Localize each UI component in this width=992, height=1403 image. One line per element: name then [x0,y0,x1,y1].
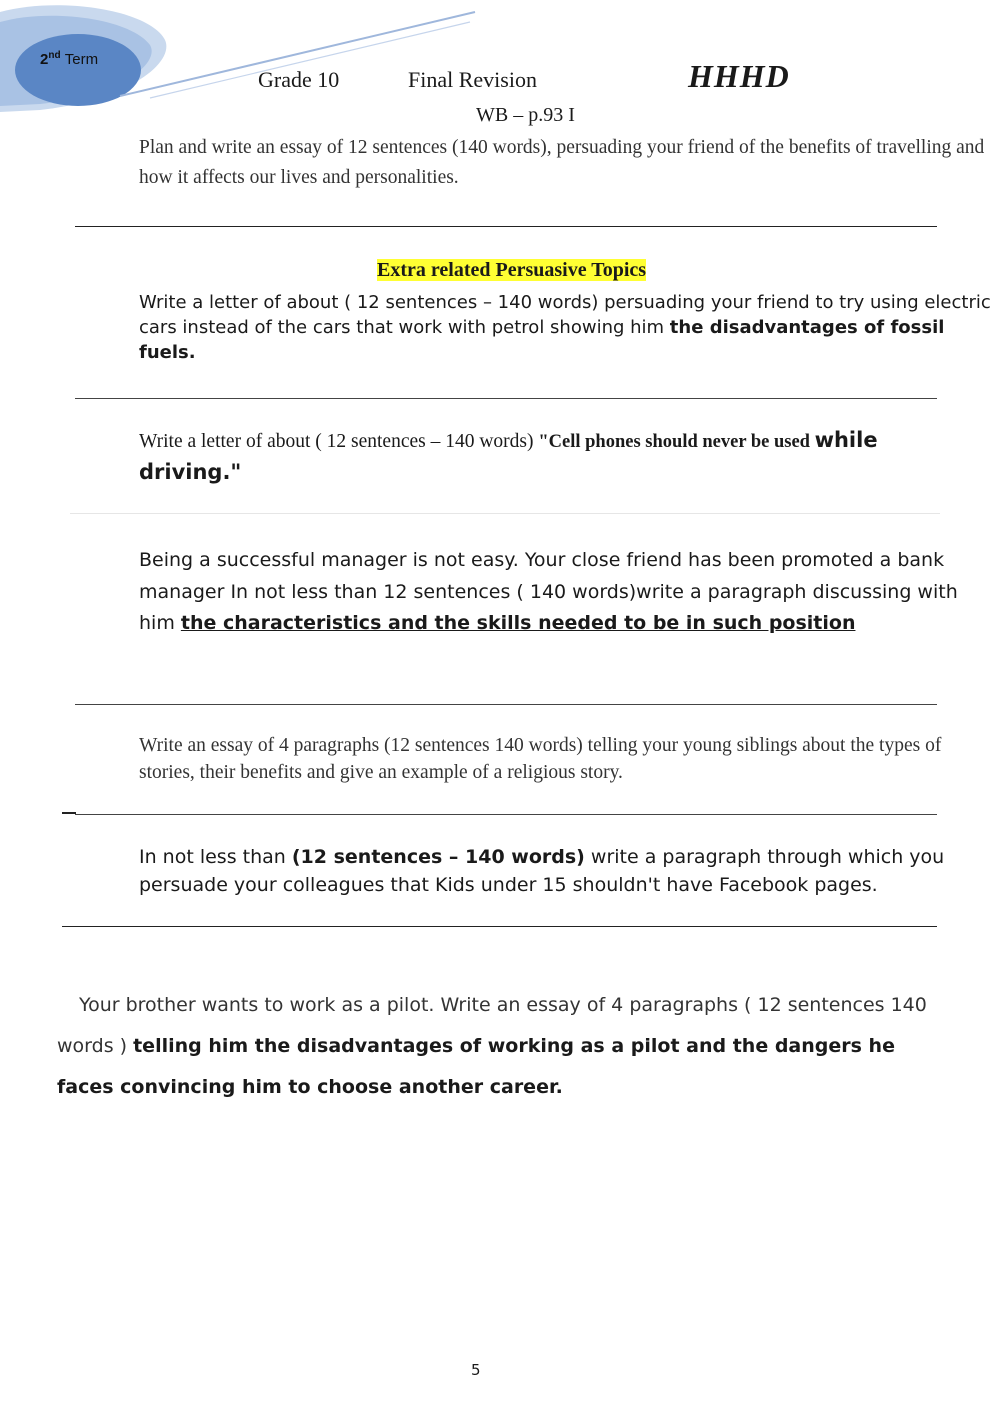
term-word: Term [64,51,99,68]
divider-1 [75,226,937,227]
divider-4 [75,704,937,705]
workbook-reference: WB – p.93 I [476,104,575,126]
grade-label: Grade 10 [258,67,340,92]
topic-5-text-a: In not less than [139,846,292,868]
topic-5-text-b: write a paragraph through which you persuade your colleagues that Kids under 15 shouldn't have Facebook pages. [139,846,945,896]
topic-2 [139,425,929,489]
topic-6-emphasis: telling him the disadvantages of working as a pilot and the dangers he faces convincing him to choose another career. [57,1035,895,1098]
heading-highlight: Extra related Persuasive Topics [377,259,647,281]
divider-2 [75,398,937,399]
signature-logo: HHHD [688,58,790,94]
stray-dash [62,812,76,814]
doc-title: Final Revision [408,67,537,92]
topic-2-text: Write a letter of about ( 12 sentences – 140 words) [139,431,539,452]
term-badge-label [40,50,98,68]
divider-5 [75,814,937,815]
extra-topics-heading [377,259,646,282]
term-ordinal: 2 [40,51,49,68]
intro-prompt: Plan and write an essay of 12 sentences (140 words), persuading your friend of the benefits of travelling and how it affects our lives and personalities. [139,137,985,188]
topic-3 [79,545,992,640]
term-ordinal-suffix: nd [48,50,61,61]
topic-3-emphasis: the characteristics and the skills needed to be in such position [180,612,856,634]
divider-3 [70,513,940,514]
topic-6 [57,985,937,1108]
topic-6-text: Your brother wants to work as a pilot. Write an essay of 4 paragraphs ( 12 sentences 140 words ) [57,994,927,1057]
topic-2-emphasis-large: while driving." [139,428,878,484]
topic-1-text: Write a letter of about ( 12 sentences – 140 words) persuading your friend to try using electric cars instead of the cars that work with petrol showing him [139,292,991,338]
topic-2-emphasis: "Cell phones should never be used [538,432,815,452]
page-number: 5 [471,1361,481,1379]
topic-5-emphasis: (12 sentences – 140 words) [291,846,585,868]
topic-1 [79,290,992,365]
topic-3-text: Being a successful manager is not easy. Your close friend has been promoted a bank manager In not less than 12 sentences ( 140 words)write a paragraph discussing with him [139,549,958,634]
topic-5 [79,843,992,899]
divider-6 [62,926,937,927]
topic-4: Write an essay of 4 paragraphs (12 sentences 140 words) telling your young siblings about the types of stories, their benefits and give an example of a religious story. [139,735,942,783]
topic-1-emphasis: the disadvantages of fossil fuels. [139,317,945,363]
